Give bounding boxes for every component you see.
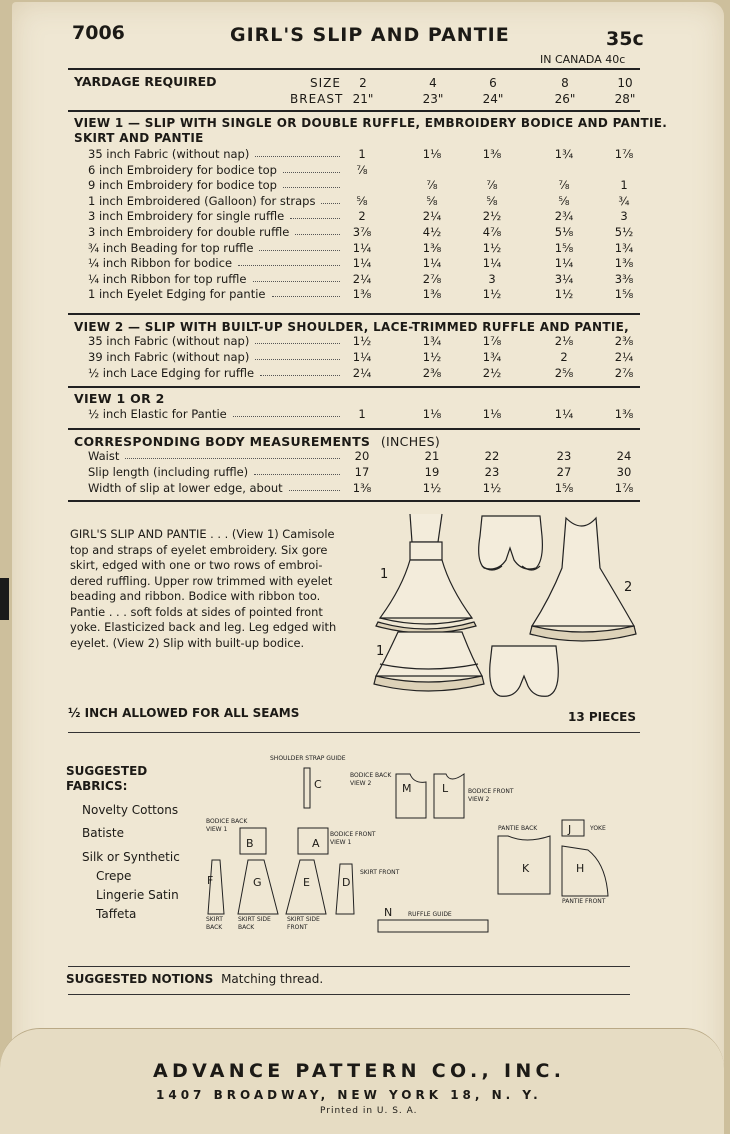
description-line: skirt, edged with one or two rows of embroi- xyxy=(70,558,323,572)
table-row xyxy=(78,147,638,162)
description-line: yoke. Elasticized back and leg. Leg edged with xyxy=(70,620,337,634)
row-value: 4⅞ xyxy=(482,225,502,239)
view2-slip-drawing xyxy=(530,518,636,641)
row-value: ⅝ xyxy=(356,193,368,208)
leader-dots xyxy=(254,473,340,475)
view1-rule xyxy=(68,313,640,315)
piece-f-label: F xyxy=(207,874,214,887)
row-value: 2¼ xyxy=(614,350,634,364)
piece-d-label: D xyxy=(342,876,351,889)
row-value: 1⅛ xyxy=(422,407,442,421)
leader-dots xyxy=(255,155,340,157)
row-value: 1½ xyxy=(482,240,502,255)
row-value: 23 xyxy=(556,449,572,463)
view1-pantie-drawing xyxy=(479,516,543,570)
row-value: 1¾ xyxy=(482,350,502,364)
piece-c-label: C xyxy=(314,778,322,791)
leader-dots xyxy=(272,295,340,297)
row-value: 4½ xyxy=(422,225,442,239)
piece-l-shape xyxy=(434,774,464,818)
table-row xyxy=(78,225,638,240)
skirt-side-back-label-1: SKIRT SIDE xyxy=(238,916,271,923)
fabric-item: Batiste xyxy=(82,826,124,840)
row-label: Width of slip at lower edge, about xyxy=(88,481,283,495)
row-value: 1½ xyxy=(352,334,372,348)
row-label: ¾ inch Beading for top ruffle xyxy=(88,240,254,255)
row-value: 1¼ xyxy=(554,256,574,271)
view1-double-ruffle-drawing xyxy=(374,632,484,691)
leader-dots xyxy=(238,264,340,266)
view12-rule xyxy=(68,428,640,430)
view2-a-label: VIEW 2 xyxy=(350,780,372,787)
row-value: 1⅜ xyxy=(614,407,634,421)
row-value: 1⅜ xyxy=(482,147,502,161)
row-value: 2½ xyxy=(482,366,502,380)
table-row xyxy=(78,163,638,178)
size-value: 2 xyxy=(359,76,367,90)
row-value: 30 xyxy=(616,465,632,479)
row-value: 2⅝ xyxy=(554,366,574,380)
breast-value: 26" xyxy=(554,92,576,106)
table-row xyxy=(78,407,638,422)
breast-value: 21" xyxy=(352,92,374,106)
company-name: ADVANCE PATTERN CO., INC. xyxy=(153,1060,566,1082)
row-label: 3 inch Embroidery for double ruffle xyxy=(88,225,290,239)
table-row xyxy=(78,334,638,349)
size-value: 10 xyxy=(617,76,633,90)
row-value: ⅝ xyxy=(558,193,570,208)
leader-dots xyxy=(295,233,340,235)
bodice-back-v2-label: BODICE BACK xyxy=(350,772,392,779)
piece-h-shape xyxy=(562,846,608,896)
description-line: Pantie . . . soft folds at sides of pointed front xyxy=(70,604,323,619)
row-label: 35 inch Fabric (without nap) xyxy=(88,147,250,161)
piece-c-shape xyxy=(304,768,310,808)
row-label: ½ inch Lace Edging for ruffle xyxy=(88,366,255,380)
row-value: 1¾ xyxy=(554,147,574,161)
row-value: 1½ xyxy=(422,481,442,495)
row-value: ⅝ xyxy=(486,193,498,208)
fabric-item: Silk or Synthetic xyxy=(82,850,180,864)
notions-line xyxy=(66,972,323,986)
view1-lower-label: 1 xyxy=(376,644,385,659)
fabrics-heading-2: FABRICS: xyxy=(66,779,128,793)
row-value: ⅞ xyxy=(486,178,498,193)
yardage-rule xyxy=(68,110,640,112)
table-row xyxy=(78,465,638,480)
leader-dots xyxy=(321,202,340,204)
row-value: 1¼ xyxy=(482,256,502,271)
fabric-item: Taffeta xyxy=(96,907,137,921)
piece-e-label: E xyxy=(303,876,310,889)
pattern-title: GIRL'S SLIP AND PANTIE xyxy=(230,24,510,46)
row-value: 1¼ xyxy=(422,256,442,271)
row-value: 2⅛ xyxy=(554,334,574,348)
row-label: ¼ inch Ribbon for top ruffle xyxy=(88,271,247,286)
skirt-front-label: SKIRT FRONT xyxy=(360,869,400,876)
skirt-side-front-label-2: FRONT xyxy=(287,924,308,931)
leader-dots xyxy=(255,342,340,344)
bodice-back-v1-label: BODICE BACK xyxy=(206,818,248,825)
piece-a-label: A xyxy=(312,837,320,850)
piece-d-shape xyxy=(336,864,354,914)
row-value: 1⅜ xyxy=(422,287,442,302)
piece-m-shape xyxy=(396,774,426,818)
leader-dots xyxy=(259,249,340,251)
row-value: 5½ xyxy=(614,225,634,239)
leader-dots xyxy=(290,217,340,219)
size-label: SIZE xyxy=(310,76,341,90)
bodice-front-v2-label: BODICE FRONT xyxy=(468,788,514,795)
fabric-item: Novelty Cottons xyxy=(82,803,179,817)
row-value: 27 xyxy=(556,465,572,479)
table-row xyxy=(78,209,638,224)
row-value: 24 xyxy=(616,449,632,463)
row-value: 1¼ xyxy=(352,350,372,364)
piece-j-label: J xyxy=(568,823,572,836)
shoulder-strap-guide-label: SHOULDER STRAP GUIDE xyxy=(270,755,346,762)
row-value: 1 xyxy=(620,178,628,193)
breast-label: BREAST xyxy=(290,92,344,106)
company-address: 1407 BROADWAY, NEW YORK 18, N. Y. xyxy=(156,1088,542,1102)
ruffle-guide-label: RUFFLE GUIDE xyxy=(408,911,452,918)
row-value: ⅝ xyxy=(426,193,438,208)
piece-m-label: M xyxy=(402,782,412,795)
row-value: 1⅜ xyxy=(422,240,442,255)
edge-tab xyxy=(0,578,9,620)
row-value: 22 xyxy=(484,449,500,463)
description-line: dered ruffling. Upper row trimmed with eyelet xyxy=(70,573,333,588)
table-row xyxy=(78,178,638,193)
bodice-front-v1-label: BODICE FRONT xyxy=(330,831,376,838)
row-label: ¼ inch Ribbon for bodice xyxy=(88,256,233,271)
breast-value: 23" xyxy=(422,92,444,106)
table-row xyxy=(78,350,638,365)
size-value: 6 xyxy=(489,76,497,90)
row-value: 19 xyxy=(424,465,440,479)
price: 35c xyxy=(606,28,644,50)
printed-in: Printed in U. S. A. xyxy=(320,1106,418,1116)
view1-b-label: VIEW 1 xyxy=(330,839,352,846)
row-value: 1 xyxy=(358,147,366,161)
row-value: 5⅛ xyxy=(554,225,574,239)
size-value: 8 xyxy=(561,76,569,90)
row-value: 2⅜ xyxy=(422,366,442,380)
row-value: 2½ xyxy=(482,209,502,224)
view2-label: 2 xyxy=(624,580,633,595)
seam-allowance: ½ INCH ALLOWED FOR ALL SEAMS xyxy=(68,706,300,720)
row-value: 3 xyxy=(620,209,628,224)
view2-heading: VIEW 2 — SLIP WITH BUILT-UP SHOULDER, LACE-TRIMMED RUFFLE AND PANTIE, xyxy=(74,320,629,334)
row-label: Slip length (including ruffle) xyxy=(88,465,249,479)
description-line: beading and ribbon. Bodice with ribbon too. xyxy=(70,589,321,603)
seams-rule xyxy=(68,732,640,733)
description-line: eyelet. (View 2) Slip with built-up bodice. xyxy=(70,635,305,650)
row-label: 9 inch Embroidery for bodice top xyxy=(88,178,277,193)
row-value: 1½ xyxy=(482,287,502,302)
row-value: 1⅜ xyxy=(352,287,372,302)
piece-n-label: N xyxy=(384,906,393,919)
row-value: 1⅝ xyxy=(554,240,574,255)
row-value: 2⅜ xyxy=(614,334,634,348)
row-value: 1¼ xyxy=(554,407,574,421)
skirt-back-label-1: SKIRT xyxy=(206,916,223,923)
row-value: 2¼ xyxy=(352,366,372,380)
row-label: ½ inch Elastic for Pantie xyxy=(88,407,227,421)
table-row xyxy=(78,287,638,302)
row-value: 3⅜ xyxy=(614,271,634,286)
description-line: top and straps of eyelet embroidery. Six gore xyxy=(70,542,328,557)
row-value: 1⅞ xyxy=(614,147,634,161)
row-label: 1 inch Eyelet Edging for pantie xyxy=(88,287,266,302)
leader-dots xyxy=(233,415,340,417)
view1-slip-drawing xyxy=(376,514,476,633)
piece-n-shape xyxy=(378,920,488,932)
row-value: 23 xyxy=(484,465,500,479)
notions-bottom-rule xyxy=(68,994,630,995)
row-label: 35 inch Fabric (without nap) xyxy=(88,334,250,348)
row-value: 1 xyxy=(358,407,366,421)
row-value: 1⅜ xyxy=(352,481,372,495)
body-heading-unit: (INCHES) xyxy=(380,434,441,449)
table-row xyxy=(78,481,638,496)
view1-label: 1 xyxy=(380,567,389,582)
row-value: 1⅝ xyxy=(614,287,634,302)
row-label: 6 inch Embroidery for bodice top xyxy=(88,162,277,177)
description-line: GIRL'S SLIP AND PANTIE . . . (View 1) Camisole xyxy=(70,527,335,541)
row-value: ⅞ xyxy=(558,178,570,193)
body-rule xyxy=(68,500,640,502)
row-value: 1¼ xyxy=(352,240,372,255)
row-value: 2 xyxy=(560,350,568,364)
view1-heading: VIEW 1 — SLIP WITH SINGLE OR DOUBLE RUFFLE, EMBROIDERY BODICE AND PANTIE. xyxy=(74,116,668,130)
row-value: 1⅞ xyxy=(614,481,634,495)
row-label: 3 inch Embroidery for single ruffle xyxy=(88,209,285,224)
row-value: 17 xyxy=(354,465,370,479)
piece-l-label: L xyxy=(442,782,449,795)
row-value: 1¾ xyxy=(422,334,442,348)
row-value: 3¼ xyxy=(554,271,574,286)
breast-value: 28" xyxy=(614,92,636,106)
view1-a-label: VIEW 1 xyxy=(206,826,228,833)
leader-dots xyxy=(283,186,340,188)
leader-dots xyxy=(289,489,340,491)
row-value: 1⅝ xyxy=(554,481,574,495)
row-value: ¾ xyxy=(618,193,630,208)
canada-price: IN CANADA 40c xyxy=(540,53,626,66)
row-value: 20 xyxy=(354,449,370,463)
leader-dots xyxy=(125,457,340,459)
breast-value: 24" xyxy=(482,92,504,106)
leader-dots xyxy=(260,374,340,376)
body-heading-text: CORRESPONDING BODY MEASUREMENTS xyxy=(74,434,371,449)
row-value: 1¾ xyxy=(614,240,634,255)
size-value: 4 xyxy=(429,76,437,90)
row-label: Waist xyxy=(88,449,120,463)
row-value: 3⅞ xyxy=(352,225,372,239)
notions-top-rule xyxy=(68,966,630,967)
view2-b-label: VIEW 2 xyxy=(468,796,490,803)
header-rule xyxy=(68,68,640,70)
row-value: 2⅞ xyxy=(614,366,634,380)
view1-subheading: SKIRT AND PANTIE xyxy=(74,131,204,145)
table-row xyxy=(78,449,638,464)
row-value: 2¾ xyxy=(554,209,574,224)
fabric-item: Lingerie Satin xyxy=(96,888,179,902)
piece-j-shape xyxy=(562,820,584,836)
body-heading xyxy=(74,434,440,449)
row-label: 1 inch Embroidered (Galloon) for straps xyxy=(88,193,316,208)
piece-b-label: B xyxy=(246,837,254,850)
row-value: 1¼ xyxy=(352,256,372,271)
table-row xyxy=(78,194,638,209)
table-row xyxy=(78,256,638,271)
view2-rule xyxy=(68,386,640,388)
skirt-side-front-label-1: SKIRT SIDE xyxy=(287,916,320,923)
row-value: 1⅞ xyxy=(482,334,502,348)
yoke-label: YOKE xyxy=(590,825,606,832)
view12-heading: VIEW 1 OR 2 xyxy=(74,391,165,406)
pantie-back-label: PANTIE BACK xyxy=(498,825,538,832)
garment-illustration xyxy=(372,508,662,700)
row-value: 21 xyxy=(424,449,440,463)
row-value: 2 xyxy=(358,209,366,224)
piece-h-label: H xyxy=(576,862,585,875)
notions-heading: SUGGESTED NOTIONS xyxy=(66,972,214,986)
table-row xyxy=(78,272,638,287)
description xyxy=(70,527,336,651)
view2-pantie-drawing xyxy=(490,646,559,696)
leader-dots xyxy=(283,171,340,173)
fabric-item: Crepe xyxy=(96,869,132,883)
row-value: ⅞ xyxy=(356,162,368,177)
fabrics-heading-1: SUGGESTED xyxy=(66,764,148,778)
leader-dots xyxy=(253,280,340,282)
row-value: ⅞ xyxy=(426,178,438,193)
leader-dots xyxy=(255,358,340,360)
row-value: 1⅜ xyxy=(614,256,634,271)
row-value: 3 xyxy=(488,271,496,286)
row-label: 39 inch Fabric (without nap) xyxy=(88,350,250,364)
piece-f-shape xyxy=(208,860,224,914)
row-value: 1½ xyxy=(554,287,574,302)
table-row xyxy=(78,241,638,256)
piece-k-label: K xyxy=(522,862,530,875)
row-value: 2⅞ xyxy=(422,271,442,286)
row-value: 2¼ xyxy=(352,271,372,286)
yardage-title: YARDAGE REQUIRED xyxy=(74,74,217,89)
row-value: 1½ xyxy=(422,350,442,364)
pattern-number: 7006 xyxy=(72,22,125,44)
skirt-back-label-2: BACK xyxy=(206,924,223,931)
row-value: 1⅛ xyxy=(422,147,442,161)
row-value: 1⅛ xyxy=(482,407,502,421)
row-value: 1½ xyxy=(482,481,502,495)
piece-g-label: G xyxy=(253,876,262,889)
piece-count: 13 PIECES xyxy=(568,710,636,724)
row-value: 2¼ xyxy=(422,209,442,224)
skirt-side-back-label-2: BACK xyxy=(238,924,255,931)
pantie-front-label: PANTIE FRONT xyxy=(562,898,606,905)
notions-text: Matching thread. xyxy=(221,972,324,986)
table-row xyxy=(78,366,638,381)
